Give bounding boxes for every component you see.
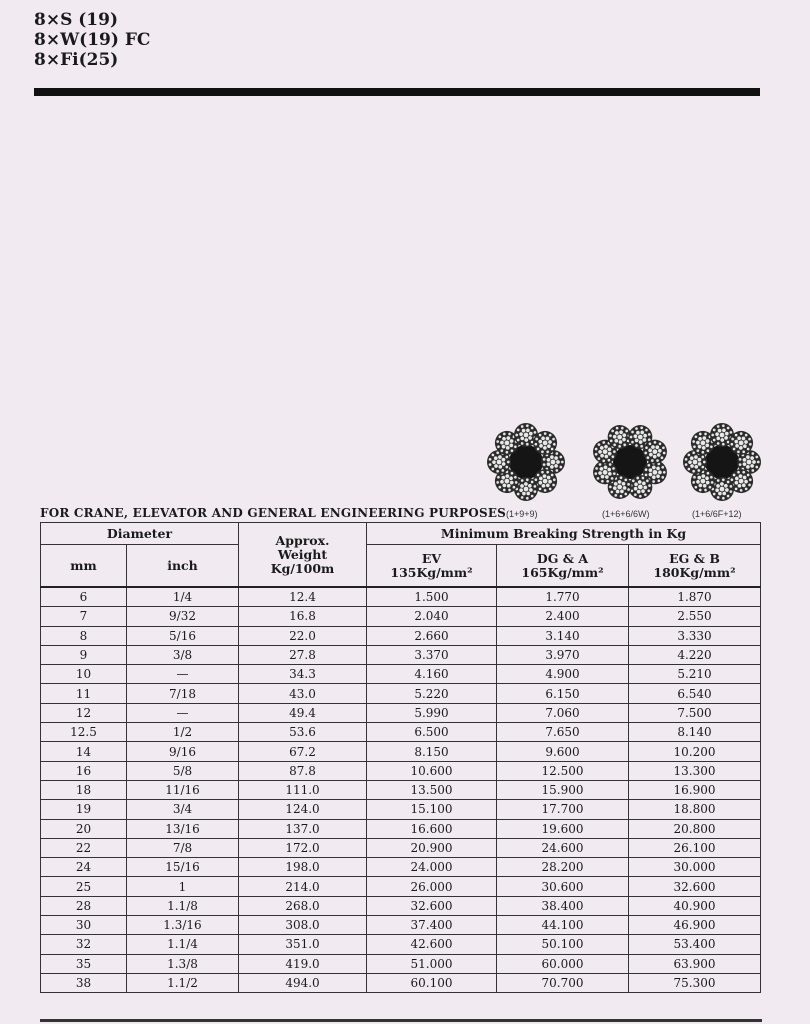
cell-inch: —: [127, 665, 239, 684]
cell-mm: 8: [41, 626, 127, 645]
cell-mm: 24: [41, 858, 127, 877]
table-row: [41, 877, 761, 896]
cell-dg: 4.900: [497, 665, 629, 684]
strength-header: Minimum Breaking Strength in Kg: [367, 523, 761, 545]
cell-ev: 42.600: [367, 935, 497, 954]
cell-weight: 111.0: [239, 780, 367, 799]
cell-mm: 30: [41, 916, 127, 935]
cell-weight: 198.0: [239, 858, 367, 877]
cell-inch: 1.3/8: [127, 954, 239, 973]
cell-eg: 32.600: [629, 877, 761, 896]
diameter-header: Diameter: [41, 523, 239, 545]
title-line-3: 8×Fi(25): [34, 50, 119, 70]
cell-dg: 3.140: [497, 626, 629, 645]
cell-mm: 35: [41, 954, 127, 973]
cell-weight: 34.3: [239, 665, 367, 684]
cell-inch: 5/16: [127, 626, 239, 645]
cell-mm: 19: [41, 800, 127, 819]
ev-header-tensile: 135Kg/mm²: [390, 564, 473, 580]
footer-rule: [40, 1019, 762, 1022]
cell-dg: 28.200: [497, 858, 629, 877]
cell-mm: 9: [41, 645, 127, 664]
dg-header-tensile: 165Kg/mm²: [521, 564, 604, 580]
weight-header-line-1: Approx.: [275, 532, 330, 548]
table-row: [41, 742, 761, 761]
diagram-caption-1: (1+9+9): [506, 509, 538, 519]
table-row: [41, 723, 761, 742]
title-line-1: 8×S (19): [34, 10, 119, 30]
cell-dg: 44.100: [497, 916, 629, 935]
cell-ev: 8.150: [367, 742, 497, 761]
table-row: [41, 838, 761, 857]
cell-inch: 5/8: [127, 761, 239, 780]
cell-dg: 17.700: [497, 800, 629, 819]
cell-dg: 19.600: [497, 819, 629, 838]
cell-ev: 60.100: [367, 973, 497, 992]
weight-header: [239, 523, 367, 588]
cell-weight: 87.8: [239, 761, 367, 780]
table-row: [41, 973, 761, 992]
table-row: [41, 916, 761, 935]
cell-dg: 24.600: [497, 838, 629, 857]
cell-eg: 30.000: [629, 858, 761, 877]
table-row: [41, 645, 761, 664]
cell-dg: 30.600: [497, 877, 629, 896]
cell-weight: 22.0: [239, 626, 367, 645]
inch-header: inch: [127, 545, 239, 588]
cell-eg: 6.540: [629, 684, 761, 703]
cell-eg: 46.900: [629, 916, 761, 935]
cell-inch: 1.1/4: [127, 935, 239, 954]
cell-weight: 419.0: [239, 954, 367, 973]
wire-rope-section-icon: [588, 420, 672, 504]
cell-inch: 1.1/8: [127, 896, 239, 915]
cell-inch: 1/4: [127, 587, 239, 607]
cell-eg: 75.300: [629, 973, 761, 992]
dg-header: [497, 545, 629, 588]
cell-ev: 6.500: [367, 723, 497, 742]
cell-mm: 7: [41, 607, 127, 626]
cell-weight: 351.0: [239, 935, 367, 954]
ev-header-grade: EV: [421, 550, 442, 566]
cell-ev: 51.000: [367, 954, 497, 973]
cell-eg: 20.800: [629, 819, 761, 838]
cell-dg: 60.000: [497, 954, 629, 973]
cell-ev: 10.600: [367, 761, 497, 780]
table-row: [41, 703, 761, 722]
cell-inch: 1: [127, 877, 239, 896]
cell-ev: 16.600: [367, 819, 497, 838]
cell-weight: 124.0: [239, 800, 367, 819]
wire-rope-section-icon: [484, 420, 568, 504]
cell-ev: 2.040: [367, 607, 497, 626]
cell-dg: 1.770: [497, 587, 629, 607]
cell-ev: 5.220: [367, 684, 497, 703]
cell-weight: 308.0: [239, 916, 367, 935]
cell-eg: 2.550: [629, 607, 761, 626]
cell-eg: 5.210: [629, 665, 761, 684]
cell-dg: 6.150: [497, 684, 629, 703]
cell-dg: 50.100: [497, 935, 629, 954]
cell-inch: 7/8: [127, 838, 239, 857]
table-row: [41, 626, 761, 645]
cell-ev: 15.100: [367, 800, 497, 819]
table-row: [41, 761, 761, 780]
cell-ev: 37.400: [367, 916, 497, 935]
cell-mm: 11: [41, 684, 127, 703]
cell-inch: 1.1/2: [127, 973, 239, 992]
breaking-strength-table: [40, 522, 761, 993]
eg-header: [629, 545, 761, 588]
wire-rope-section-icon: [680, 420, 764, 504]
cell-dg: 70.700: [497, 973, 629, 992]
cell-inch: 13/16: [127, 819, 239, 838]
cell-eg: 18.800: [629, 800, 761, 819]
cell-dg: 9.600: [497, 742, 629, 761]
cell-ev: 4.160: [367, 665, 497, 684]
rope-construction-titles: [34, 10, 150, 70]
cell-ev: 32.600: [367, 896, 497, 915]
table-row: [41, 607, 761, 626]
table-row: [41, 800, 761, 819]
cell-dg: 2.400: [497, 607, 629, 626]
cell-inch: 9/16: [127, 742, 239, 761]
header-rule: [34, 88, 760, 96]
cell-inch: —: [127, 703, 239, 722]
cell-mm: 22: [41, 838, 127, 857]
cell-eg: 3.330: [629, 626, 761, 645]
eg-header-tensile: 180Kg/mm²: [653, 564, 736, 580]
cell-inch: 11/16: [127, 780, 239, 799]
purpose-heading: FOR CRANE, ELEVATOR AND GENERAL ENGINEERING PURPOSES: [40, 506, 507, 520]
cell-mm: 25: [41, 877, 127, 896]
cell-eg: 16.900: [629, 780, 761, 799]
table-row: [41, 819, 761, 838]
cell-eg: 7.500: [629, 703, 761, 722]
cell-ev: 13.500: [367, 780, 497, 799]
ev-header: [367, 545, 497, 588]
cell-eg: 26.100: [629, 838, 761, 857]
cell-weight: 53.6: [239, 723, 367, 742]
cell-mm: 16: [41, 761, 127, 780]
cell-weight: 27.8: [239, 645, 367, 664]
cell-ev: 5.990: [367, 703, 497, 722]
table-row: [41, 684, 761, 703]
dg-header-grade: DG & A: [536, 550, 589, 566]
table-row: [41, 896, 761, 915]
cell-ev: 26.000: [367, 877, 497, 896]
cell-inch: 3/4: [127, 800, 239, 819]
diagram-caption-2: (1+6+6/6W): [602, 509, 650, 519]
cell-ev: 2.660: [367, 626, 497, 645]
cell-eg: 8.140: [629, 723, 761, 742]
cell-mm: 14: [41, 742, 127, 761]
cell-dg: 38.400: [497, 896, 629, 915]
table-row: [41, 780, 761, 799]
cell-dg: 7.650: [497, 723, 629, 742]
eg-header-grade: EG & B: [669, 550, 720, 566]
cell-mm: 12.5: [41, 723, 127, 742]
cell-eg: 63.900: [629, 954, 761, 973]
cell-inch: 9/32: [127, 607, 239, 626]
cell-mm: 32: [41, 935, 127, 954]
cell-dg: 12.500: [497, 761, 629, 780]
cell-weight: 67.2: [239, 742, 367, 761]
cell-weight: 12.4: [239, 587, 367, 607]
table-row: [41, 858, 761, 877]
cell-mm: 12: [41, 703, 127, 722]
cell-dg: 3.970: [497, 645, 629, 664]
cell-eg: 40.900: [629, 896, 761, 915]
diagram-caption-3: (1+6/6F+12): [692, 509, 742, 519]
cell-ev: 24.000: [367, 858, 497, 877]
weight-header-line-3: Kg/100m: [270, 560, 335, 576]
cell-weight: 214.0: [239, 877, 367, 896]
title-line-2: 8×W(19) FC: [34, 30, 151, 50]
cell-mm: 28: [41, 896, 127, 915]
cell-dg: 15.900: [497, 780, 629, 799]
table-row: [41, 954, 761, 973]
mm-header: mm: [41, 545, 127, 588]
cell-inch: 7/18: [127, 684, 239, 703]
cell-eg: 10.200: [629, 742, 761, 761]
cell-mm: 6: [41, 587, 127, 607]
cell-inch: 3/8: [127, 645, 239, 664]
cell-dg: 7.060: [497, 703, 629, 722]
cell-eg: 53.400: [629, 935, 761, 954]
cell-mm: 18: [41, 780, 127, 799]
weight-header-line-2: Weight: [277, 546, 328, 562]
cell-mm: 10: [41, 665, 127, 684]
cell-weight: 137.0: [239, 819, 367, 838]
cell-eg: 4.220: [629, 645, 761, 664]
table-row: [41, 587, 761, 607]
cell-ev: 3.370: [367, 645, 497, 664]
cell-ev: 1.500: [367, 587, 497, 607]
cell-eg: 13.300: [629, 761, 761, 780]
cell-weight: 172.0: [239, 838, 367, 857]
table-row: [41, 935, 761, 954]
cell-mm: 38: [41, 973, 127, 992]
cell-inch: 15/16: [127, 858, 239, 877]
cell-weight: 268.0: [239, 896, 367, 915]
cell-eg: 1.870: [629, 587, 761, 607]
cell-inch: 1.3/16: [127, 916, 239, 935]
cell-weight: 16.8: [239, 607, 367, 626]
cell-inch: 1/2: [127, 723, 239, 742]
table-row: [41, 665, 761, 684]
cell-mm: 20: [41, 819, 127, 838]
cell-weight: 43.0: [239, 684, 367, 703]
cell-ev: 20.900: [367, 838, 497, 857]
cell-weight: 494.0: [239, 973, 367, 992]
cell-weight: 49.4: [239, 703, 367, 722]
